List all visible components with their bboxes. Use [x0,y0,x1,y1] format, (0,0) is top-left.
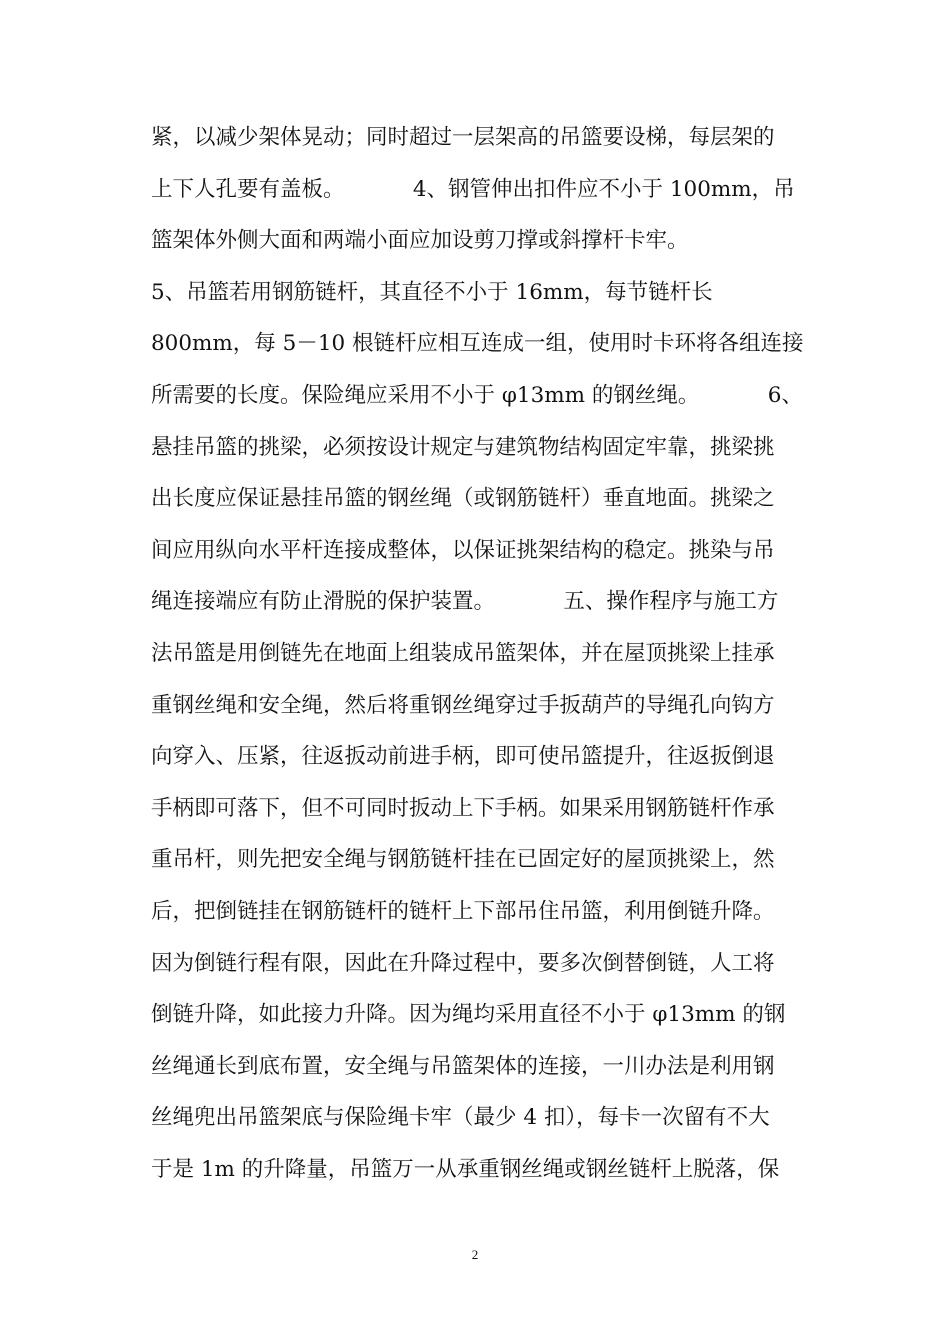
text-line: 倒链升降，如此接力升降。因为绳均采用直径不小于 φ13mm 的钢 [151,1002,786,1028]
page-number: 2 [471,1247,479,1262]
text-line: 因为倒链行程有限，因此在升降过程中，要多次倒替倒链，人工将 [151,950,775,976]
text-line: 后，把倒链挂在钢筋链杆的链杆上下部吊住吊篮，利用倒链升降。 [151,898,775,924]
text-line: 绳连接端应有防止滑脱的保护装置。 五、操作程序与施工方 [151,589,779,615]
text-line: 800mm，每 5－10 根链杆应相互连成一组，使用时卡环将各组连接 [151,331,804,357]
text-line: 5、吊篮若用钢筋链杆，其直径不小于 16mm，每节链杆长 [151,279,713,305]
body-text [151,118,811,1201]
text-line: 丝绳通长到底布置，安全绳与吊篮架体的连接，一川办法是利用钢 [151,1053,775,1079]
text-line: 所需要的长度。保险绳应采用不小于 φ13mm 的钢丝绳。 6、 [151,382,803,408]
text-line: 丝绳兜出吊篮架底与保险绳卡牢（最少 4 扣），每卡一次留有不大 [151,1105,770,1131]
text-line: 上下人孔要有盖板。 4、钢管伸出扣件应不小于 100mm，吊 [151,176,795,202]
text-line: 重钢丝绳和安全绳，然后将重钢丝绳穿过手扳葫芦的导绳孔向钩方 [151,692,775,718]
text-line: 手柄即可落下，但不可同时扳动上下手柄。如果采用钢筋链杆作承 [151,795,775,821]
text-line: 出长度应保证悬挂吊篮的钢丝绳（或钢筋链杆）垂直地面。挑梁之 [151,486,775,512]
text-line: 于是 1m 的升降量，吊篮万一从承重钢丝绳或钢丝链杆上脱落，保 [151,1156,780,1182]
text-line: 向穿入、压紧，往返扳动前进手柄，即可使吊篮提升，往返扳倒退 [151,744,775,770]
text-line: 篮架体外侧大面和两端小面应加设剪刀撑或斜撑杆卡牢。 [151,228,689,254]
text-line: 紧，以减少架体晃动；同时超过一层架高的吊篮要设梯，每层架的 [151,125,775,150]
text-line: 法吊篮是用倒链先在地面上组装成吊篮架体，并在屋顶挑梁上挂承 [151,640,775,666]
text-line: 悬挂吊篮的挑梁，必须按设计规定与建筑物结构固定牢靠，挑梁挑 [151,434,775,460]
text-line: 重吊杆，则先把安全绳与钢筋链杆挂在已固定好的屋顶挑梁上，然 [151,847,775,873]
text-line: 间应用纵向水平杆连接成整体，以保证挑架结构的稳定。挑染与吊 [151,537,775,563]
